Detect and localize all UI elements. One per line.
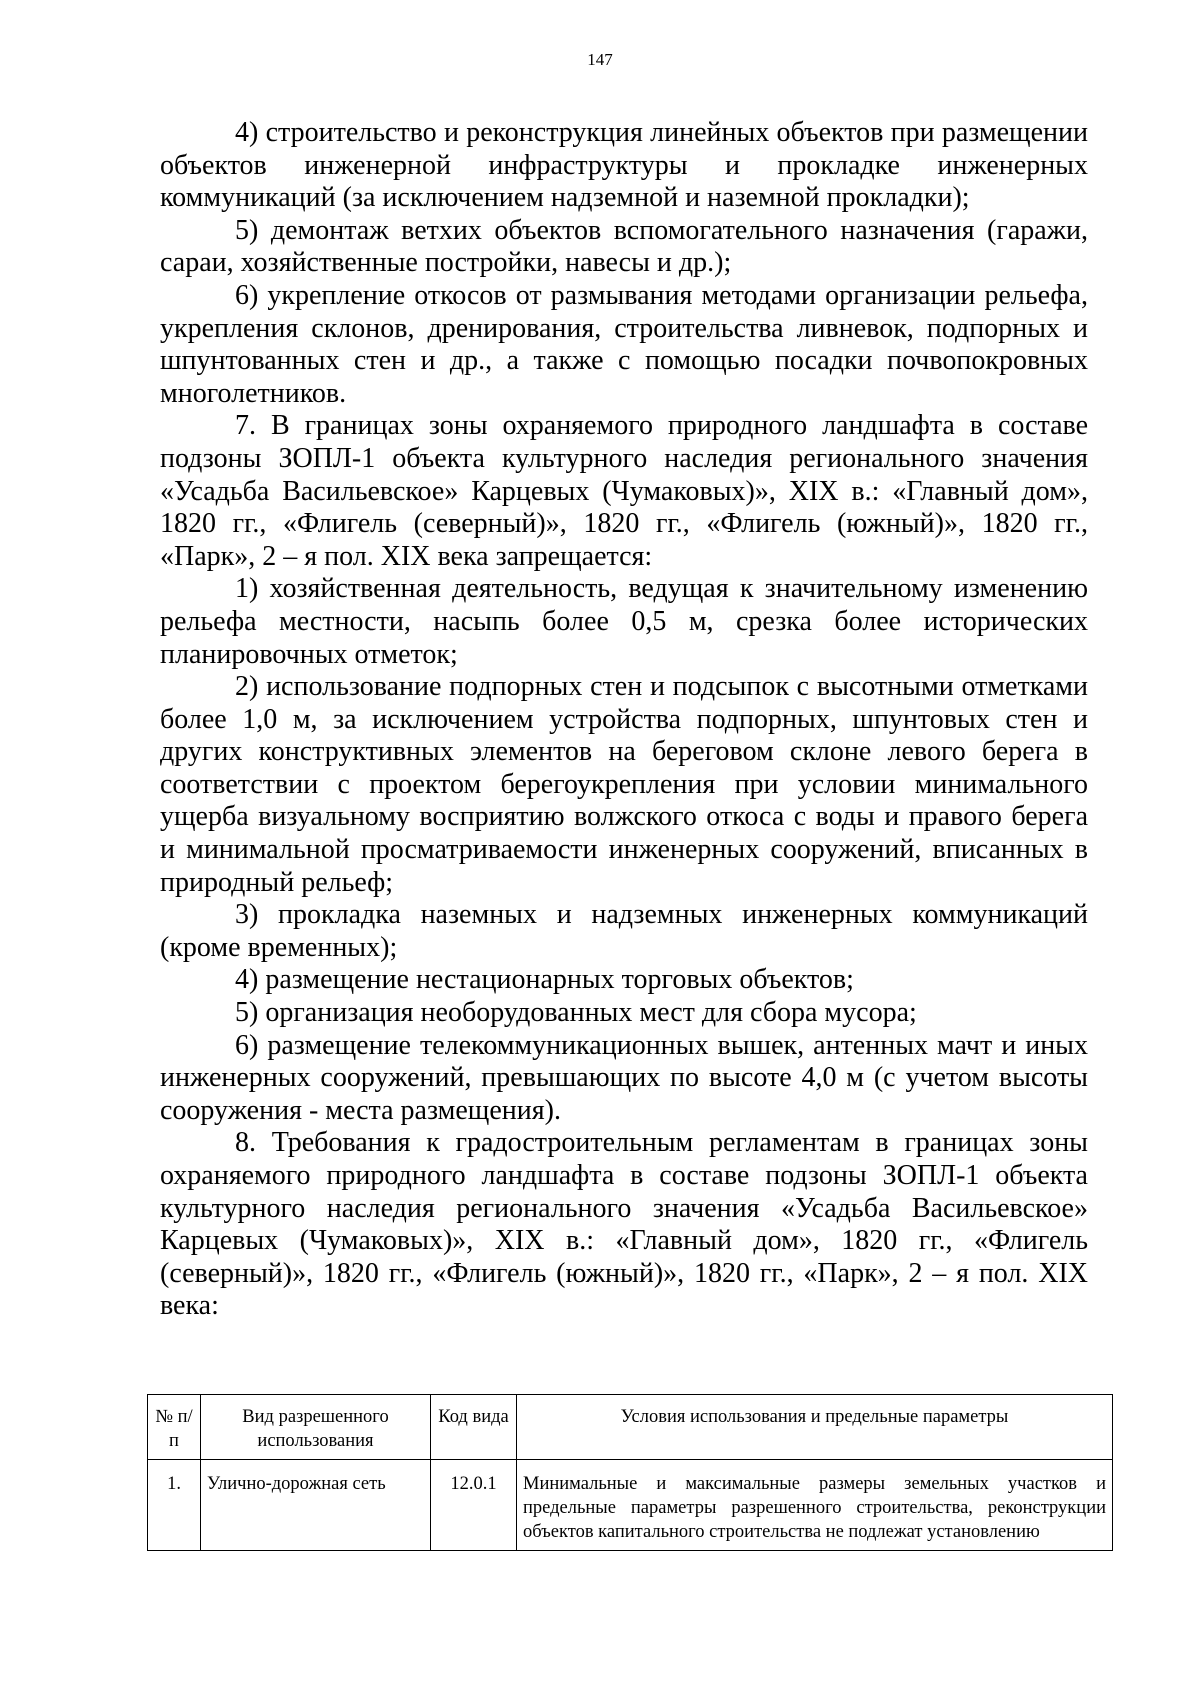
- paragraph: 4) строительство и реконструкция линейных объектов при размещении объектов инженерной инфраструктуры и прокладке инженерных коммуникаций (за исключением надземной и наземной прокладки);: [160, 117, 1088, 214]
- cell-conditions: Минимальные и максимальные размеры земельных участков и предельные параметры разрешенного строительства, реконструкции объектов капитального строительства не подлежат установлению: [517, 1460, 1113, 1551]
- header-code: Код вида: [431, 1395, 517, 1460]
- paragraph: 1) хозяйственная деятельность, ведущая к значительному изменению рельефа местности, насыпь более 0,5 м, срезка более исторических планировочных отметок;: [160, 573, 1088, 670]
- paragraph: 5) организация необорудованных мест для сбора мусора;: [235, 997, 917, 1029]
- paragraph: 2) использование подпорных стен и подсыпок с высотными отметками более 1,0 м, за исключением устройства подпорных, шпунтовых стен и других конструктивных элементов на береговом склоне левого берега в соответствии с проектом берегоукрепления при условии минимального ущерба визуальному восприятию волжского откоса с воды и правого берега и минимальной просматриваемости инженерных сооружений, вписанных в природный рельеф;: [160, 671, 1088, 898]
- regulations-table: [147, 1394, 1113, 1551]
- header-kind: Вид разрешенного использования: [201, 1395, 431, 1460]
- table-row: [148, 1460, 1113, 1551]
- paragraph: 7. В границах зоны охраняемого природного ландшафта в составе подзоны ЗОПЛ-1 объекта культурного наследия регионального значения «Усадьба Васильевское» Карцевых (Чумаковых)», XIX в.: «Главный дом», 1820 гг., «Флигель (северный)», 1820 гг., «Флигель (южный)», 1820 гг., «Парк», 2 – я пол. XIX века запрещается:: [160, 410, 1088, 572]
- cell-kind: Улично-дорожная сеть: [201, 1460, 431, 1551]
- cell-code: 12.0.1: [431, 1460, 517, 1551]
- paragraph: 3) прокладка наземных и надземных инженерных коммуникаций (кроме временных);: [160, 899, 1088, 963]
- body-text: [160, 117, 1088, 1323]
- paragraph: 6) размещение телекоммуникационных вышек, антенных мачт и иных инженерных сооружений, превышающих по высоте 4,0 м (с учетом высоты сооружения - места размещения).: [160, 1029, 1088, 1126]
- paragraph: 6) укрепление откосов от размывания методами организации рельефа, укрепления склонов, дренирования, строительства ливневок, подпорных и шпунтованных стен и др., а также с помощью посадки почвопокровных многолетников.: [160, 279, 1088, 409]
- header-num: № п/п: [148, 1395, 201, 1460]
- header-conditions: Условия использования и предельные параметры: [517, 1395, 1113, 1460]
- cell-num: 1.: [148, 1460, 201, 1551]
- paragraph: 8. Требования к градостроительным регламентам в границах зоны охраняемого природного ландшафта в составе подзоны ЗОПЛ-1 объекта культурного наследия регионального значения «Усадьба Васильевское» Карцевых (Чумаковых)», XIX в.: «Главный дом», 1820 гг., «Флигель (северный)», 1820 гг., «Флигель (южный)», 1820 гг., «Парк», 2 – я пол. XIX века:: [160, 1127, 1088, 1322]
- paragraph: 4) размещение нестационарных торговых объектов;: [235, 964, 854, 996]
- paragraph: 5) демонтаж ветхих объектов вспомогательного назначения (гаражи, сараи, хозяйственные постройки, навесы и др.);: [160, 214, 1088, 279]
- page-number: 147: [587, 50, 613, 69]
- table-header-row: [148, 1395, 1113, 1460]
